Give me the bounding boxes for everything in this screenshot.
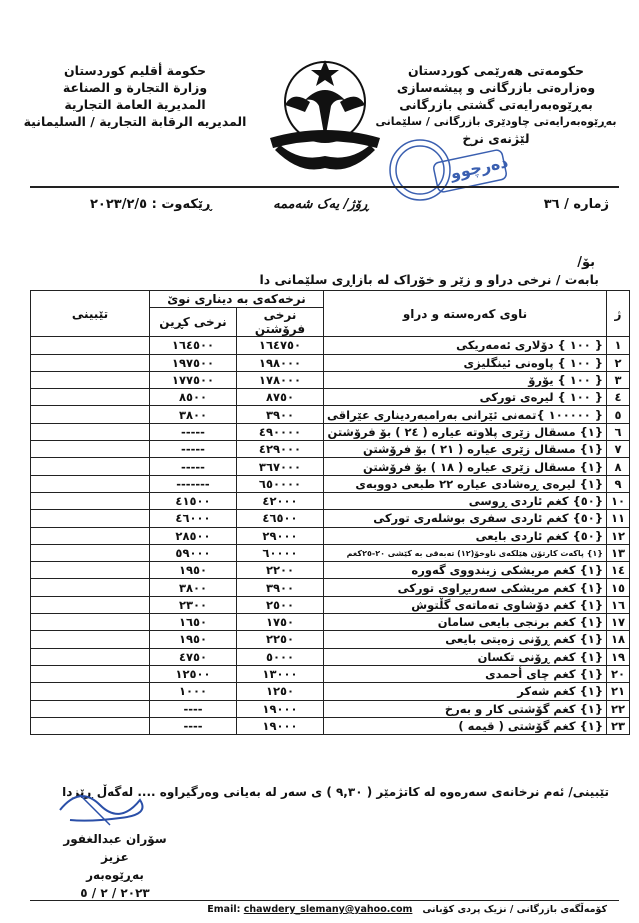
row-number: ١٧ <box>607 614 630 631</box>
row-note <box>31 717 150 734</box>
header-left-line2: وزارة التجارة و الصناعة <box>62 80 208 95</box>
row-number: ٦ <box>607 423 630 440</box>
header-right-line5: لێژنەی نرخ <box>462 131 530 146</box>
table-row <box>31 700 630 717</box>
row-item-name: { ١٠٠ } دۆلاری ئەمەریکی <box>323 337 606 354</box>
row-buy-price: ----- <box>149 458 236 475</box>
footer-email-label: Email: <box>207 904 241 915</box>
row-number: ٢٣ <box>607 717 630 734</box>
table-row <box>31 337 630 354</box>
row-item-name: {١} کغم مریشکی زیندووی گەورە <box>323 562 606 579</box>
table-row <box>31 475 630 492</box>
row-sell-price: ٢٢٠٠ <box>236 562 323 579</box>
row-sell-price: ٢٢٥٠ <box>236 631 323 648</box>
row-sell-price: ٦٠٠٠٠ <box>236 544 323 561</box>
header-right-line4: بەڕێوەبەرایەتی چاودێری بازرگانی / سلێمانی <box>375 115 617 128</box>
row-sell-price: ٤٦٥٠٠ <box>236 510 323 527</box>
row-note <box>31 562 150 579</box>
table-row <box>31 648 630 665</box>
stamp-text: دەرچوو <box>448 152 510 183</box>
row-buy-price: ٨٥٠٠ <box>149 389 236 406</box>
table-row <box>31 631 630 648</box>
row-note <box>31 683 150 700</box>
signature-block <box>55 830 175 902</box>
row-note <box>31 510 150 527</box>
row-item-name: { ١٠٠ } لیرەی تورکی <box>323 389 606 406</box>
row-number: ٢ <box>607 354 630 371</box>
row-buy-price: ٤٧٥٠ <box>149 648 236 665</box>
row-number: ٤ <box>607 389 630 406</box>
row-note <box>31 700 150 717</box>
table-row <box>31 596 630 613</box>
row-number: ٥ <box>607 406 630 423</box>
row-item-name: {٥٠} کغم ئاردی سفری بوشلەری تورکی <box>323 510 606 527</box>
row-number: ٣ <box>607 371 630 388</box>
row-buy-price: ١٩٥٠ <box>149 631 236 648</box>
row-number: ١ <box>607 337 630 354</box>
row-buy-price: ١٦٤٥٠٠ <box>149 337 236 354</box>
row-note <box>31 544 150 561</box>
row-number: ١٩ <box>607 648 630 665</box>
row-sell-price: ٢٩٠٠٠ <box>236 527 323 544</box>
row-item-name: {١} کغم دۆشاوی تەماتەی گڵتوش <box>323 596 606 613</box>
row-sell-price: ١٩٠٠٠ <box>236 700 323 717</box>
row-number: ١٨ <box>607 631 630 648</box>
table-row <box>31 665 630 682</box>
row-note <box>31 389 150 406</box>
header-left-line4: المديريه الرقابة التجارية / السليمانية <box>23 114 247 129</box>
footer-email-link[interactable]: chawdery_slemany@yahoo.com <box>243 904 413 915</box>
row-item-name: {١} کغم ڕۆنی زەیتی بایعی <box>323 631 606 648</box>
row-sell-price: ١٩٠٠٠ <box>236 717 323 734</box>
row-note <box>31 458 150 475</box>
row-number: ١٥ <box>607 579 630 596</box>
header-buy: نرخی کڕین <box>149 308 236 337</box>
row-number: ٩ <box>607 475 630 492</box>
row-buy-price: ---- <box>149 717 236 734</box>
table-header-row <box>31 291 630 308</box>
row-item-name: {١} کغم شەکر <box>323 683 606 700</box>
table-row <box>31 389 630 406</box>
table-row <box>31 614 630 631</box>
signature-date: ٢٠٢٣ / ٢ / ٥ <box>80 886 150 900</box>
row-item-name: {١} مسقال زێری عیارە ( ٢١ ) بۆ فرۆشتن <box>323 441 606 458</box>
row-note <box>31 648 150 665</box>
table-body <box>31 337 630 735</box>
header-price-group: نرخەکەی بە دیناری نوێ <box>149 291 323 308</box>
table-row <box>31 441 630 458</box>
row-note <box>31 614 150 631</box>
table-row <box>31 423 630 440</box>
row-buy-price: ١٠٠٠ <box>149 683 236 700</box>
row-sell-price: ٦٥٠٠٠٠ <box>236 475 323 492</box>
row-note <box>31 579 150 596</box>
footer <box>207 904 607 915</box>
header-right-line1: حکومەتی هەرێمی کوردستان <box>407 63 585 78</box>
row-buy-price: ٤١٥٠٠ <box>149 492 236 509</box>
row-buy-price: ١٧٧٥٠٠ <box>149 371 236 388</box>
header-no: ژ <box>607 291 630 337</box>
row-note <box>31 596 150 613</box>
row-number: ٢٠ <box>607 665 630 682</box>
row-number: ١٠ <box>607 492 630 509</box>
header-name: ناوی کەرەستە و دراو <box>323 291 606 337</box>
row-number: ١٦ <box>607 596 630 613</box>
table-row <box>31 562 630 579</box>
table-row <box>31 544 630 561</box>
header-right-line3: بەڕێوەبەرایەتی گشتی بازرگانی <box>399 97 593 112</box>
signatory-name: سۆران عبدالغفور عزیز <box>63 832 167 864</box>
header-right-line2: وەزارەتی بازرگانی و پیشەسازی <box>396 80 596 95</box>
document-date: ڕێکەوت : ٢٠٢٣/٢/٥ <box>90 197 212 212</box>
row-sell-price: ٤٩٠٠٠٠ <box>236 423 323 440</box>
row-sell-price: ١٩٨٠٠٠ <box>236 354 323 371</box>
row-note <box>31 423 150 440</box>
row-buy-price: ٥٩٠٠٠ <box>149 544 236 561</box>
row-sell-price: ٨٧٥٠ <box>236 389 323 406</box>
table-row <box>31 458 630 475</box>
row-item-name: {١} مسقال زێری عیارە ( ١٨ ) بۆ فرۆشتن <box>323 458 606 475</box>
row-item-name: {١} کغم چای أحمدی <box>323 665 606 682</box>
subject-line: بابەت / نرخی دراو و زێر و خۆراک لە بازاڕی سلێمانی دا <box>259 272 599 287</box>
row-sell-price: ١٣٠٠٠ <box>236 665 323 682</box>
row-buy-price: ١٢٥٠٠ <box>149 665 236 682</box>
signatory-title: بەڕێوەبەر <box>86 868 144 882</box>
row-item-name: { ١٠٠٠٠٠ }تمەنی ئێرانی بەرامبەردیناری عێراقی <box>323 406 606 423</box>
row-number: ١٤ <box>607 562 630 579</box>
row-item-name: {٥٠} کغم ئاردی بایعی <box>323 527 606 544</box>
table-row <box>31 717 630 734</box>
addressee: بۆ/ <box>577 255 595 270</box>
row-item-name: { ١٠٠ } یۆرۆ <box>323 371 606 388</box>
table-row <box>31 683 630 700</box>
footnote: تێبینی/ ئەم نرخانەی سەرەوە لە کاتژمێر ( ٩,٣٠ ) ی سەر لە بەیانی وەرگیراوە .... لەگەڵ ڕێزدا <box>62 785 609 799</box>
row-item-name: { ١٠٠ } پاوەنی ئینگلیزی <box>323 354 606 371</box>
row-note <box>31 665 150 682</box>
row-note <box>31 492 150 509</box>
row-buy-price: ------- <box>149 475 236 492</box>
row-sell-price: ٤٢٩٠٠٠ <box>236 441 323 458</box>
table-row <box>31 354 630 371</box>
kurdistan-emblem-logo <box>255 50 395 185</box>
row-buy-price: ١٦٥٠ <box>149 614 236 631</box>
row-item-name: {٥٠} کغم ئاردی ڕوسی <box>323 492 606 509</box>
row-note <box>31 354 150 371</box>
row-number: ١٣ <box>607 544 630 561</box>
row-note <box>31 441 150 458</box>
row-buy-price: ٣٨٠٠ <box>149 579 236 596</box>
row-buy-price: ٤٦٠٠٠ <box>149 510 236 527</box>
row-sell-price: ١٧٨٠٠٠ <box>236 371 323 388</box>
row-sell-price: ٣٦٧٠٠٠ <box>236 458 323 475</box>
row-note <box>31 337 150 354</box>
row-note <box>31 631 150 648</box>
handwritten-signature <box>50 780 170 830</box>
row-sell-price: ٢٥٠٠ <box>236 596 323 613</box>
header-left-line3: المديرية العامة التجارية <box>64 97 206 112</box>
row-buy-price: ١٩٥٠ <box>149 562 236 579</box>
header-left-line1: حكومة أقليم كوردستان <box>63 63 207 78</box>
header-sell: نرخی فرۆشتن <box>236 308 323 337</box>
row-number: ٢١ <box>607 683 630 700</box>
issued-stamp <box>380 128 515 223</box>
row-item-name: {١} لیرەی ڕەشادی عیارە ٢٢ طبعی دووبەی <box>323 475 606 492</box>
row-item-name: {١} کغم گۆشتی کار و بەرخ <box>323 700 606 717</box>
header-divider <box>30 186 619 188</box>
row-number: ٧ <box>607 441 630 458</box>
table-row <box>31 492 630 509</box>
table-row <box>31 406 630 423</box>
row-sell-price: ٤٢٠٠٠ <box>236 492 323 509</box>
row-buy-price: ٢٣٠٠ <box>149 596 236 613</box>
row-note <box>31 371 150 388</box>
row-number: ١٢ <box>607 527 630 544</box>
row-item-name: {١} کغم مریشکی سەربڕاوی تورکی <box>323 579 606 596</box>
row-item-name: {١} کغم ڕۆنی تکسان <box>323 648 606 665</box>
row-sell-price: ٣٩٠٠ <box>236 579 323 596</box>
footer-address: کۆمەڵگەی بازرگانی / نزیک پردی کۆبانی <box>422 904 607 915</box>
row-buy-price: ١٩٧٥٠٠ <box>149 354 236 371</box>
footer-divider <box>30 900 619 901</box>
row-number: ١١ <box>607 510 630 527</box>
row-item-name: {١} پاکەت کارتۆن هێلکەی ناوخۆ(١٢) تەبەقی بە کێشی ٢٠-٢٥کغم <box>323 544 606 561</box>
table-row <box>31 527 630 544</box>
table-row <box>31 510 630 527</box>
row-buy-price: ---- <box>149 700 236 717</box>
price-table <box>30 290 630 735</box>
document-day: ڕۆژ/ یەک شەممە <box>273 197 369 212</box>
row-buy-price: ٢٨٥٠٠ <box>149 527 236 544</box>
row-item-name: {١} مسقال زێری پلاوتە عیارە ( ٢٤ ) بۆ فرۆشتن <box>323 423 606 440</box>
row-note <box>31 406 150 423</box>
row-sell-price: ١٦٤٧٥٠ <box>236 337 323 354</box>
row-item-name: {١} کغم برنجی بایعی سامان <box>323 614 606 631</box>
table-row <box>31 579 630 596</box>
row-note <box>31 527 150 544</box>
row-buy-price: ----- <box>149 441 236 458</box>
row-sell-price: ٥٠٠٠ <box>236 648 323 665</box>
row-sell-price: ١٢٥٠ <box>236 683 323 700</box>
row-number: ٢٢ <box>607 700 630 717</box>
row-buy-price: ----- <box>149 423 236 440</box>
document-number: ژمارە / ٣٦ <box>543 197 609 212</box>
header-left-block <box>20 62 250 130</box>
row-sell-price: ١٧٥٠ <box>236 614 323 631</box>
table-row <box>31 371 630 388</box>
row-item-name: {١} کغم گۆشتی ( قیمە ) <box>323 717 606 734</box>
row-sell-price: ٣٩٠٠ <box>236 406 323 423</box>
row-note <box>31 475 150 492</box>
row-number: ٨ <box>607 458 630 475</box>
header-note: تێبینی <box>31 291 150 337</box>
row-buy-price: ٣٨٠٠ <box>149 406 236 423</box>
